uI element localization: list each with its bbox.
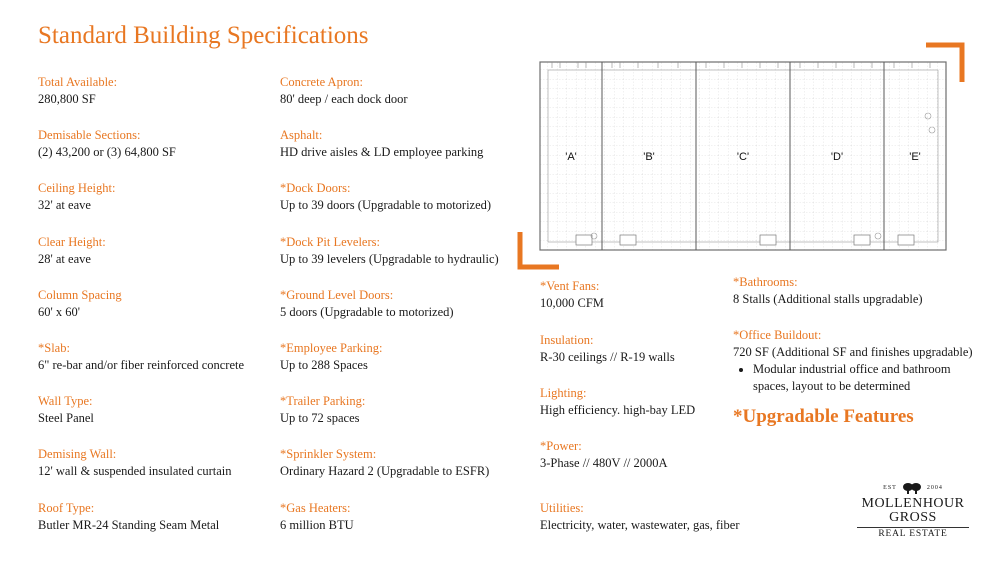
spec-label: Asphalt: — [280, 128, 323, 142]
spec-label: Utilities: — [540, 501, 584, 515]
spec-value: 12' wall & suspended insulated curtain — [38, 464, 232, 478]
spec-value: 80' deep / each dock door — [280, 92, 408, 106]
spec-label: Column Spacing — [38, 288, 122, 302]
spec-value: 60' x 60' — [38, 305, 81, 319]
spec-value: 280,800 SF — [38, 92, 96, 106]
spec-label: *Office Buildout: — [733, 328, 822, 342]
spec-bathrooms — [733, 274, 923, 308]
spec-dock-doors — [280, 180, 491, 214]
floor-plan — [538, 60, 948, 252]
spec-label: Ceiling Height: — [38, 181, 116, 195]
spec-power — [540, 438, 668, 472]
spec-label: *Dock Doors: — [280, 181, 351, 195]
spec-label: Demising Wall: — [38, 447, 117, 461]
spec-value: 5 doors (Upgradable to motorized) — [280, 305, 454, 319]
spec-label: *Ground Level Doors: — [280, 288, 394, 302]
spec-value: Ordinary Hazard 2 (Upgradable to ESFR) — [280, 464, 490, 478]
spec-total-available — [38, 74, 117, 108]
spec-value: HD drive aisles & LD employee parking — [280, 145, 484, 159]
spec-trailer-parking — [280, 393, 365, 427]
logo-line-1: MOLLENHOUR — [861, 496, 965, 511]
spec-sprinkler-system — [280, 446, 489, 480]
spec-concrete-apron — [280, 74, 408, 108]
spec-value: R-30 ceilings // R-19 walls — [540, 350, 675, 364]
spec-label: Total Available: — [38, 75, 118, 89]
logo-line-2: GROSS — [889, 510, 937, 525]
spec-gas-heaters — [280, 500, 354, 534]
logo-est-year: 2004 — [926, 485, 943, 491]
spec-wall-type — [38, 393, 94, 427]
spec-office-buildout — [733, 327, 973, 395]
spec-label: *Gas Heaters: — [280, 501, 351, 515]
spec-label: *Power: — [540, 439, 582, 453]
bullet-line: Modular industrial office and bathroom — [753, 362, 951, 376]
spec-value: 32' at eave — [38, 198, 91, 212]
spec-label: Demisable Sections: — [38, 128, 141, 142]
spec-clear-height — [38, 234, 106, 268]
spec-lighting — [540, 385, 695, 419]
spec-ceiling-height — [38, 180, 115, 214]
section-label-d: 'D' — [830, 151, 844, 163]
logo-est-line — [857, 482, 969, 494]
spec-label: *Vent Fans: — [540, 279, 600, 293]
spec-value: 8 Stalls (Additional stalls upgradable) — [733, 292, 923, 306]
spec-dock-pit-levelers — [280, 234, 499, 268]
page-title: Standard Building Specifications — [38, 22, 369, 49]
spec-utilities — [540, 500, 739, 534]
spec-value: 6" re-bar and/or fiber reinforced concrete — [38, 358, 245, 372]
spec-label: *Employee Parking: — [280, 341, 383, 355]
spec-value: Steel Panel — [38, 411, 94, 425]
spec-label: *Slab: — [38, 341, 70, 355]
spec-employee-parking — [280, 340, 382, 374]
spec-insulation — [540, 332, 675, 366]
logo-line-3: REAL ESTATE — [857, 527, 969, 539]
spec-value: (2) 43,200 or (3) 64,800 SF — [38, 145, 176, 159]
spec-value: 10,000 CFM — [540, 296, 604, 310]
spec-value: 28' at eave — [38, 252, 91, 266]
spec-label: *Dock Pit Levelers: — [280, 235, 380, 249]
spec-slab — [38, 340, 244, 374]
spec-value: High efficiency. high-bay LED — [540, 403, 696, 417]
spec-value: Up to 39 doors (Upgradable to motorized) — [280, 198, 492, 212]
section-label-a: 'A' — [565, 151, 577, 163]
office-bullet-item — [753, 361, 973, 395]
spec-ground-level-doors — [280, 287, 454, 321]
spec-label: *Sprinkler System: — [280, 447, 377, 461]
spec-value: 3-Phase // 480V // 2000A — [540, 456, 668, 470]
company-logo — [857, 482, 969, 539]
spec-value: Electricity, water, wastewater, gas, fiber — [540, 518, 740, 532]
spec-value: Up to 72 spaces — [280, 411, 360, 425]
spec-label: *Trailer Parking: — [280, 394, 366, 408]
spec-label: Clear Height: — [38, 235, 106, 249]
bullet-line: spaces, layout to be determined — [753, 379, 911, 393]
spec-value: Butler MR-24 Standing Seam Metal — [38, 518, 220, 532]
office-bullet-list — [733, 361, 973, 395]
spec-vent-fans — [540, 278, 604, 312]
section-label-e: 'E' — [909, 151, 921, 163]
section-label-c: 'C' — [736, 151, 750, 163]
logo-est-label: EST — [883, 485, 897, 491]
spec-label: Roof Type: — [38, 501, 95, 515]
spec-roof-type — [38, 500, 219, 534]
spec-value: Up to 39 levelers (Upgradable to hydraulic) — [280, 252, 499, 266]
spec-value: 6 million BTU — [280, 518, 354, 532]
spec-label: Lighting: — [540, 386, 587, 400]
upgradable-features-note: *Upgradable Features — [733, 406, 914, 427]
spec-label: *Bathrooms: — [733, 275, 798, 289]
spec-label: Wall Type: — [38, 394, 93, 408]
spec-asphalt — [280, 127, 483, 161]
spec-column-spacing — [38, 287, 122, 321]
spec-label: Insulation: — [540, 333, 594, 347]
section-label-b: 'B' — [643, 151, 655, 163]
spec-label: Concrete Apron: — [280, 75, 363, 89]
logo-emblem-icon — [901, 482, 923, 494]
spec-value: Up to 288 Spaces — [280, 358, 368, 372]
spec-demising-wall — [38, 446, 232, 480]
spec-value: 720 SF (Additional SF and finishes upgradable) — [733, 345, 973, 359]
spec-demisable-sections — [38, 127, 176, 161]
